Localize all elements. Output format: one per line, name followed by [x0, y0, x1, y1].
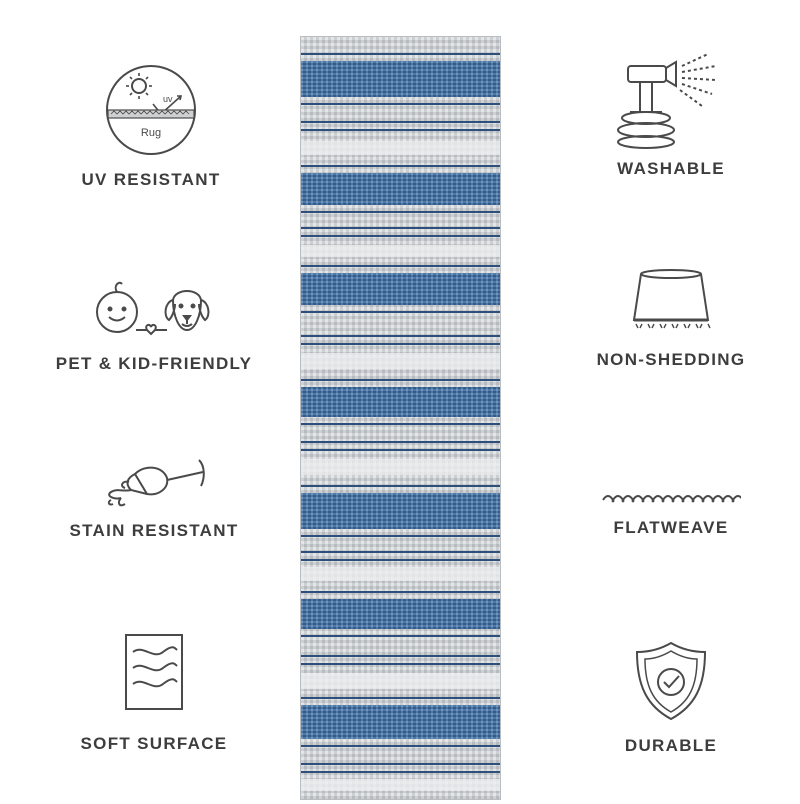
feature-label: DURABLE: [624, 736, 718, 755]
feature-label: NON-SHEDDING: [596, 350, 746, 369]
feature-non-shedding: [556, 266, 786, 370]
soft-waves-icon: [123, 632, 185, 712]
feature-flatweave: [556, 488, 786, 538]
feature-stain-resistant: [39, 452, 269, 541]
feature-durable: [556, 640, 786, 756]
spilled-wine-glass-icon: [89, 452, 219, 512]
feature-uv-resistant: [36, 64, 266, 190]
rug-pattern: [301, 37, 500, 799]
feature-label: PET & KID-FRIENDLY: [55, 354, 253, 373]
feature-label: FLATWEAVE: [613, 518, 729, 537]
feature-label: STAIN RESISTANT: [69, 521, 239, 540]
uv-icon-text: uv: [163, 94, 173, 104]
feature-soft-surface: [39, 632, 269, 754]
child-and-dog-icon: [89, 276, 219, 340]
rug-icon-text: Rug: [140, 127, 162, 139]
hose-spray-icon: [616, 46, 726, 150]
feature-label: WASHABLE: [617, 159, 725, 178]
feature-pet-kid-friendly: [39, 276, 269, 374]
flatweave-edge-icon: [601, 488, 741, 504]
feature-label: UV RESISTANT: [81, 170, 221, 189]
rug-no-shed-icon: [626, 266, 716, 336]
feature-washable: [556, 46, 786, 179]
shield-check-icon: [633, 640, 709, 722]
feature-label: SOFT SURFACE: [80, 734, 228, 753]
sun-uv-icon: [105, 64, 197, 156]
rug-image: [300, 36, 501, 800]
